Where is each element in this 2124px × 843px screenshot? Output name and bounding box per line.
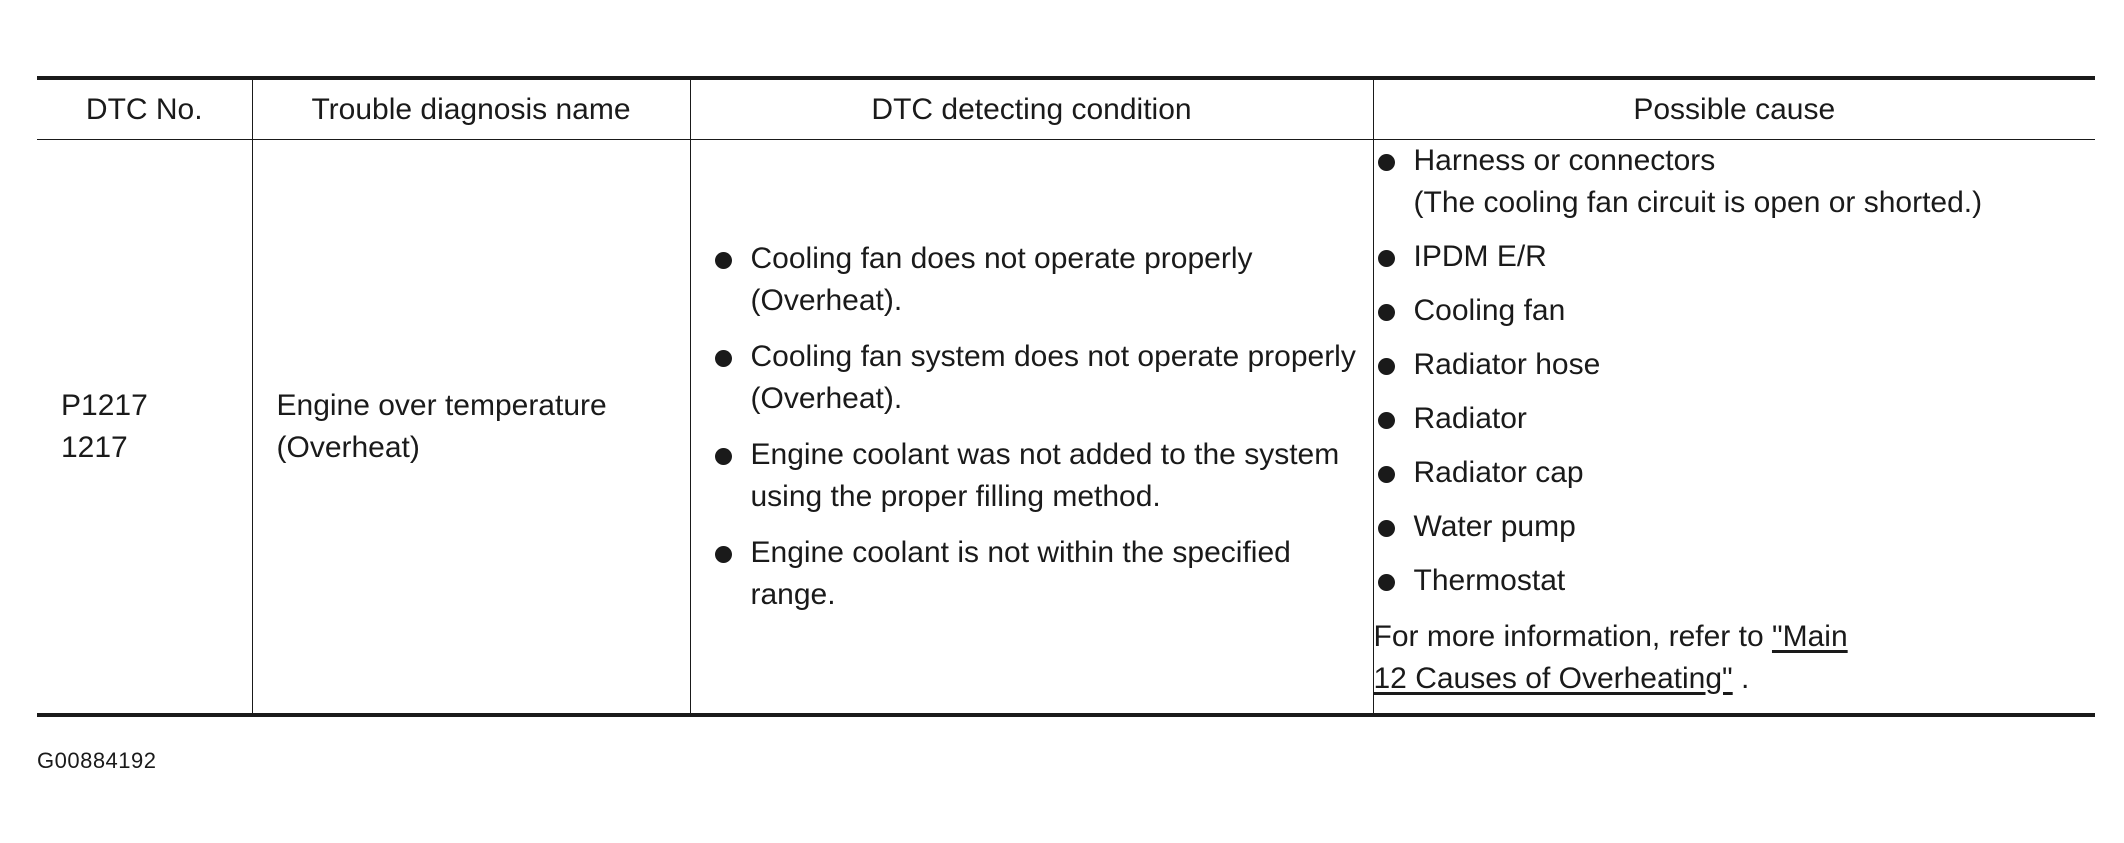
list-item bbox=[1374, 506, 2088, 548]
cause-text: Harness or connectors bbox=[1413, 144, 1716, 177]
cause-text: Radiator cap bbox=[1413, 456, 1584, 489]
header-dtc-no: DTC No. bbox=[37, 78, 252, 140]
list-item bbox=[1374, 452, 2088, 494]
cause-text: IPDM E/R bbox=[1413, 240, 1547, 273]
list-item bbox=[711, 434, 1365, 518]
more-info-prefix: For more information, refer to bbox=[1373, 620, 1772, 653]
condition-text: Engine coolant is not within the specified range. bbox=[750, 535, 1291, 611]
possible-cause-cell bbox=[1373, 140, 2095, 716]
bullet-icon bbox=[715, 448, 732, 465]
cause-text: Water pump bbox=[1413, 510, 1576, 543]
list-item bbox=[1374, 140, 2088, 224]
cause-text: Radiator hose bbox=[1413, 348, 1601, 381]
dtc-number: P1217 bbox=[61, 388, 148, 422]
condition-text: Cooling fan does not operate properly (Overheat). bbox=[750, 241, 1253, 317]
overheating-causes-link[interactable]: "Main bbox=[1771, 620, 1848, 653]
list-item bbox=[1374, 398, 2088, 440]
table-row bbox=[37, 140, 2095, 716]
cause-list bbox=[1374, 140, 2096, 602]
detecting-condition-cell bbox=[690, 140, 1373, 716]
condition-text: Cooling fan system does not operate properly (Overheat). bbox=[750, 339, 1356, 415]
bullet-icon bbox=[1378, 154, 1395, 171]
header-dtc-detecting-condition: DTC detecting condition bbox=[690, 78, 1373, 140]
condition-list bbox=[691, 238, 1373, 616]
list-item bbox=[711, 238, 1365, 322]
overheating-causes-link-continued[interactable]: 12 Causes of Overheating" bbox=[1373, 662, 1733, 695]
list-item bbox=[711, 336, 1365, 420]
bullet-icon bbox=[1378, 358, 1395, 375]
bullet-icon bbox=[1378, 520, 1395, 537]
more-info-note bbox=[1374, 616, 2096, 700]
more-info-suffix: . bbox=[1732, 662, 1750, 695]
condition-text: Engine coolant was not added to the system using the proper filling method. bbox=[750, 437, 1340, 513]
list-item bbox=[1374, 344, 2088, 386]
bullet-icon bbox=[715, 252, 732, 269]
bullet-icon bbox=[1378, 250, 1395, 267]
header-possible-cause: Possible cause bbox=[1373, 78, 2095, 140]
list-item bbox=[1374, 236, 2088, 278]
table-header-row bbox=[37, 78, 2095, 140]
list-item bbox=[711, 532, 1365, 616]
figure-id: G00884192 bbox=[37, 748, 157, 773]
header-trouble-diagnosis-name: Trouble diagnosis name bbox=[252, 78, 690, 140]
list-item bbox=[1374, 290, 2088, 332]
dtc-table bbox=[37, 76, 2095, 717]
list-item bbox=[1374, 560, 2088, 602]
cause-text: Cooling fan bbox=[1413, 294, 1566, 327]
bullet-icon bbox=[1378, 574, 1395, 591]
cause-text: Thermostat bbox=[1413, 564, 1566, 597]
dtc-number: 1217 bbox=[61, 430, 128, 464]
bullet-icon bbox=[1378, 412, 1395, 429]
dtc-number-cell bbox=[37, 140, 252, 716]
bullet-icon bbox=[1378, 304, 1395, 321]
diagnosis-name-line: Engine over temperature bbox=[276, 388, 607, 422]
bullet-icon bbox=[715, 350, 732, 367]
bullet-icon bbox=[1378, 466, 1395, 483]
cause-subtext: (The cooling fan circuit is open or shorted.) bbox=[1413, 186, 1983, 219]
diagnosis-name-cell bbox=[252, 140, 690, 716]
cause-text: Radiator bbox=[1413, 402, 1527, 435]
diagnosis-name-line: (Overheat) bbox=[276, 430, 420, 464]
bullet-icon bbox=[715, 546, 732, 563]
